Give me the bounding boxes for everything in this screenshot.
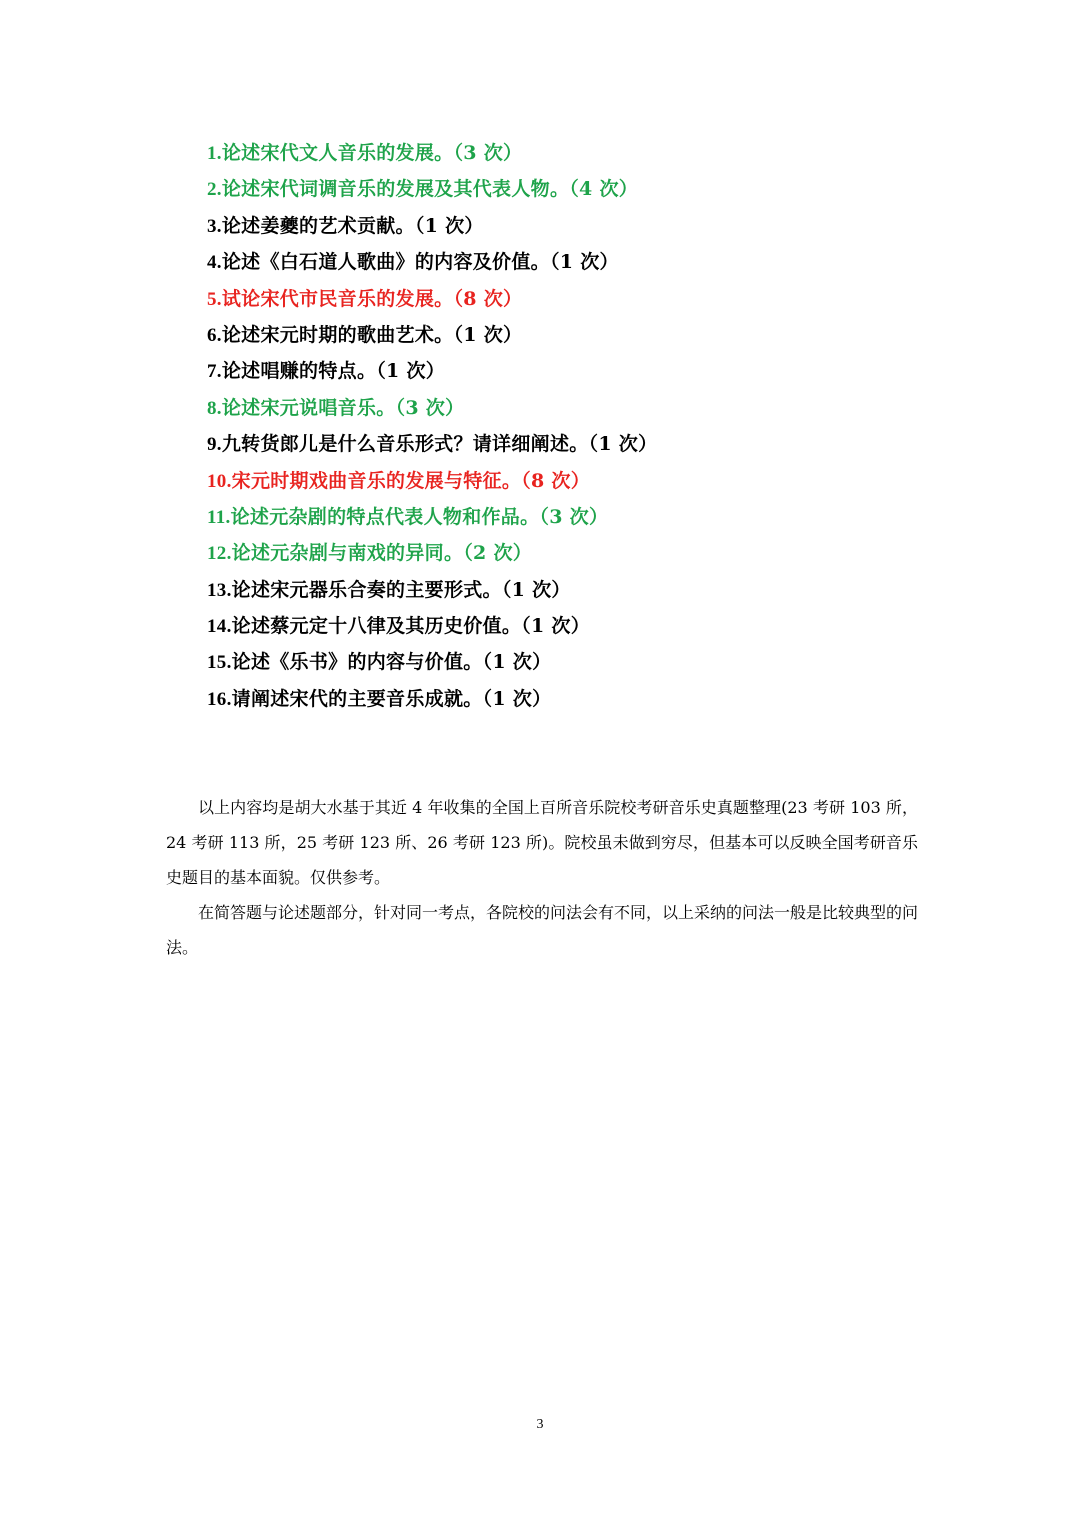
- question-item: [207, 208, 657, 244]
- question-number: 16.: [207, 688, 232, 710]
- question-number: 10.: [207, 470, 232, 492]
- question-text: 论述《乐书》的内容与价值。（1 次）: [231, 651, 552, 674]
- question-item: [207, 572, 657, 608]
- question-number: 9.: [207, 434, 222, 456]
- question-number: 12.: [207, 543, 232, 565]
- question-text: 论述元杂剧的特点代表人物和作品。（3 次）: [230, 505, 609, 528]
- question-text: 论述蔡元定十八律及其历史价值。（1 次）: [231, 615, 590, 638]
- question-text: 论述宋元器乐合奏的主要形式。（1 次）: [231, 578, 571, 601]
- question-item: [207, 135, 657, 171]
- question-number: 1.: [207, 143, 222, 164]
- question-text: 论述元杂剧与南戏的异同。（2 次）: [231, 542, 533, 565]
- question-item: [207, 353, 657, 389]
- question-text: 论述宋元说唱音乐。（3 次）: [221, 396, 465, 419]
- question-item: [207, 171, 657, 207]
- question-item: [207, 244, 657, 280]
- question-item: [207, 535, 657, 571]
- question-number: 2.: [207, 179, 222, 201]
- question-item: [207, 608, 657, 644]
- notes-section: [166, 790, 918, 965]
- question-text: 论述宋代文人音乐的发展。（3 次）: [221, 142, 523, 164]
- question-list: [207, 135, 657, 717]
- question-text: 论述唱赚的特点。（1 次）: [221, 360, 446, 383]
- question-number: 7.: [207, 361, 222, 383]
- question-text: 请阐述宋代的主要音乐成就。（1 次）: [231, 687, 552, 710]
- question-number: 6.: [207, 324, 222, 346]
- question-number: 4.: [207, 252, 222, 274]
- question-item: [207, 426, 657, 462]
- note-paragraph: 以上内容均是胡大水基于其近 4 年收集的全国上百所音乐院校考研音乐史真题整理(23 考研 103 所，24 考研 113 所，25 考研 123 所、26 考研 123 所)。院校虽未做到穷尽，但基本可以反映全国考研音乐史题目的基本面貌。仅供参考。: [166, 798, 918, 887]
- question-number: 5.: [207, 288, 222, 310]
- question-text: 论述《白石道人歌曲》的内容及价值。（1 次）: [221, 251, 619, 274]
- question-text: 论述宋代词调音乐的发展及其代表人物。（4 次）: [221, 178, 639, 201]
- note-paragraph: 在简答题与论述题部分，针对同一考点，各院校的问法会有不同，以上采纳的问法一般是比较典型的问法。: [166, 903, 919, 957]
- question-number: 15.: [207, 652, 232, 674]
- question-text: 试论宋代市民音乐的发展。（8 次）: [221, 287, 523, 310]
- question-item: [207, 390, 657, 426]
- question-item: [207, 281, 657, 317]
- question-item: [207, 499, 657, 535]
- question-text: 论述宋元时期的歌曲艺术。（1 次）: [221, 323, 523, 346]
- question-item: [207, 644, 657, 680]
- question-item: [207, 463, 657, 499]
- question-number: 8.: [207, 397, 222, 419]
- question-number: 13.: [207, 579, 232, 601]
- question-text: 宋元时期戏曲音乐的发展与特征。（8 次）: [231, 469, 590, 492]
- question-number: 14.: [207, 616, 232, 638]
- question-number: 11.: [207, 506, 231, 528]
- question-text: 论述姜夔的艺术贡献。（1 次）: [221, 214, 484, 237]
- question-item: [207, 681, 657, 717]
- question-text: 九转货郎儿是什么音乐形式？请详细阐述。（1 次）: [221, 433, 658, 456]
- page-number: 3: [536, 1417, 544, 1432]
- question-item: [207, 317, 657, 353]
- question-number: 3.: [207, 215, 222, 237]
